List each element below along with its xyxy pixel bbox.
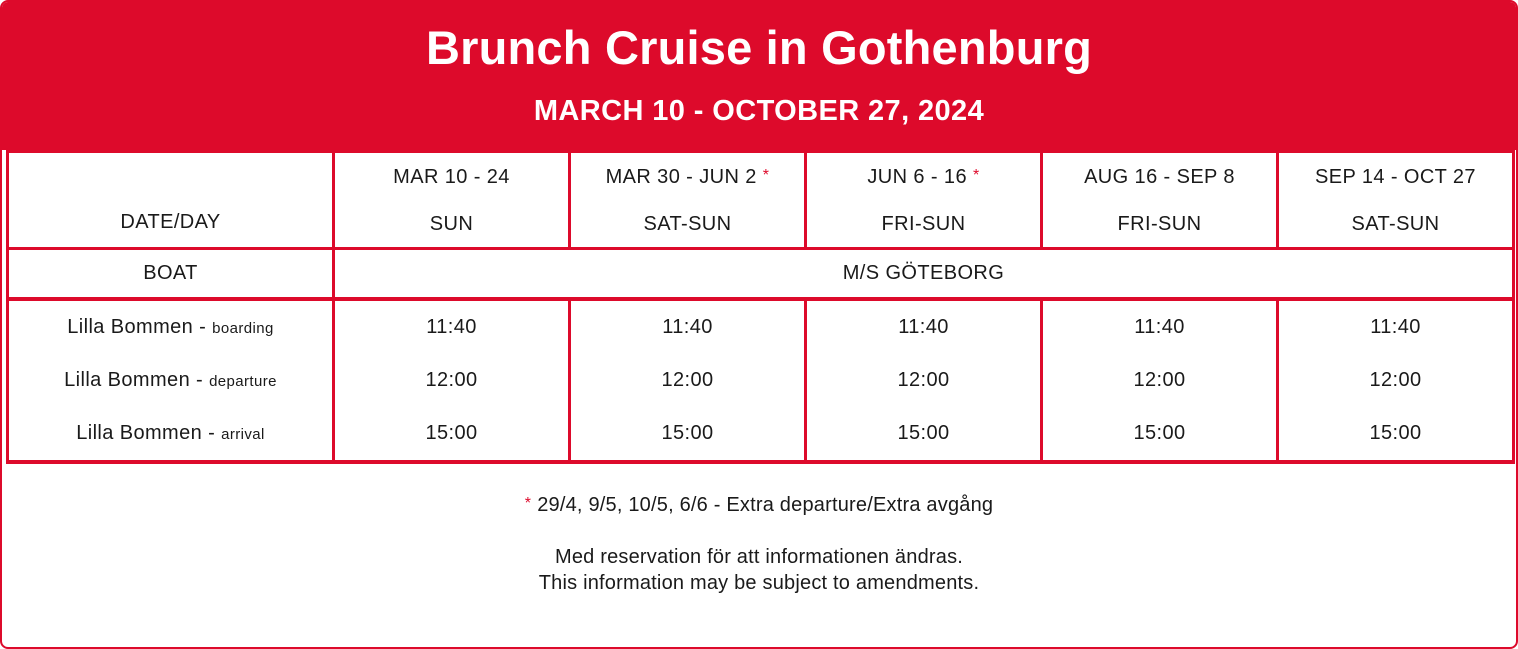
table-row	[8, 354, 1514, 407]
disclaimer-swedish: Med reservation för att informationen ändras.	[554, 546, 964, 568]
column-days: SAT-SUN	[1278, 201, 1514, 249]
date-day-label: DATE/DAY	[8, 152, 334, 249]
column-dates: MAR 10 - 24	[334, 152, 570, 202]
time-cell: 11:40	[570, 299, 806, 354]
time-cell: 15:00	[570, 407, 806, 462]
header-banner	[2, 2, 1516, 150]
time-cell: 12:00	[1278, 354, 1514, 407]
time-cell: 11:40	[1042, 299, 1278, 354]
column-days: FRI-SUN	[1042, 201, 1278, 249]
column-days: FRI-SUN	[806, 201, 1042, 249]
column-dates: MAR 30 - JUN 2 *	[570, 152, 806, 202]
boat-row	[8, 249, 1514, 300]
column-days: SAT-SUN	[570, 201, 806, 249]
season-dates: MARCH 10 - OCTOBER 27, 2024	[533, 95, 985, 127]
boat-name: M/S GÖTEBORG	[334, 249, 1514, 300]
dates-row	[8, 152, 1514, 202]
time-cell: 12:00	[1042, 354, 1278, 407]
stop-label: Lilla Bommen - departure	[8, 354, 334, 407]
asterisk-mark: *	[972, 166, 980, 184]
table-row	[8, 299, 1514, 354]
time-cell: 15:00	[1042, 407, 1278, 462]
column-days: SUN	[334, 201, 570, 249]
column-dates: AUG 16 - SEP 8	[1042, 152, 1278, 202]
timetable	[6, 150, 1515, 464]
asterisk-mark: *	[762, 166, 770, 184]
time-cell: 11:40	[1278, 299, 1514, 354]
time-cell: 12:00	[570, 354, 806, 407]
stop-label: Lilla Bommen - arrival	[8, 407, 334, 462]
time-cell: 15:00	[806, 407, 1042, 462]
column-dates: SEP 14 - OCT 27	[1278, 152, 1514, 202]
asterisk-mark: *	[524, 495, 532, 512]
time-cell: 15:00	[1278, 407, 1514, 462]
column-dates: JUN 6 - 16 *	[806, 152, 1042, 202]
time-cell: 11:40	[806, 299, 1042, 354]
time-cell: 12:00	[334, 354, 570, 407]
time-cell: 15:00	[334, 407, 570, 462]
boat-label: BOAT	[8, 249, 334, 300]
table-row	[8, 407, 1514, 462]
stop-label: Lilla Bommen - boarding	[8, 299, 334, 354]
extra-departures-note: * 29/4, 9/5, 10/5, 6/6 - Extra departure/Extra avgång	[524, 494, 994, 516]
disclaimer	[2, 544, 1516, 596]
time-cell: 12:00	[806, 354, 1042, 407]
page-title: Brunch Cruise in Gothenburg	[425, 21, 1093, 74]
disclaimer-english: This information may be subject to amendments.	[538, 572, 980, 594]
time-cell: 11:40	[334, 299, 570, 354]
footnotes	[2, 494, 1516, 596]
